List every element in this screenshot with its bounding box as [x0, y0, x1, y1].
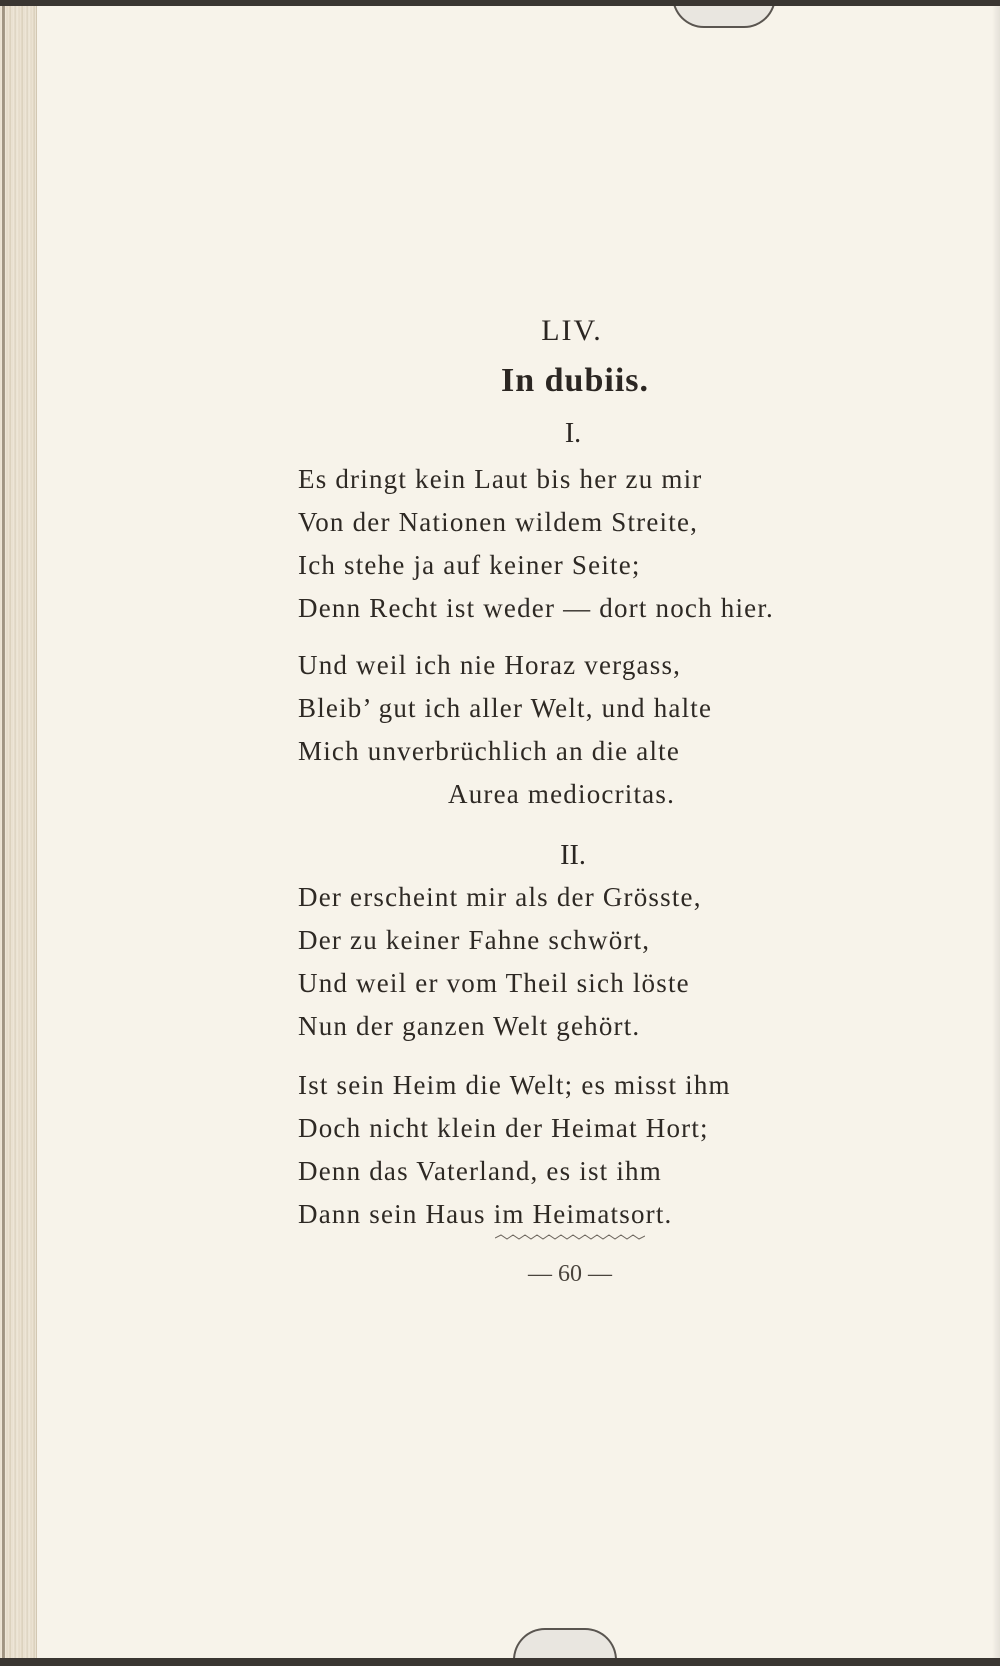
verse-line: Denn Recht ist weder — dort noch hier.	[298, 593, 774, 623]
verse-line: Dann sein Haus im Heimatsort.	[298, 1199, 673, 1229]
verse-line: Ist sein Heim die Welt; es misst ihm	[298, 1070, 731, 1100]
verse-line: Und weil er vom Theil sich löste	[298, 968, 690, 998]
stanza-2	[298, 644, 712, 816]
page-edges	[0, 6, 37, 1658]
page-clip-top	[672, 6, 776, 28]
page-number: — 60 —	[528, 1261, 612, 1287]
verse-line: Bleib’ gut ich aller Welt, und halte	[298, 693, 713, 723]
poem-number: LIV.	[541, 314, 603, 347]
verse-line: Es dringt kein Laut bis her zu mir	[298, 464, 703, 494]
verse-line: Der zu keiner Fahne schwört,	[298, 925, 651, 955]
stanza-1	[298, 458, 774, 630]
verse-line: Ich stehe ja auf keiner Seite;	[298, 550, 641, 580]
verse-line: Denn das Vaterland, es ist ihm	[298, 1156, 662, 1186]
stanza-3	[298, 876, 702, 1048]
verse-line: Doch nicht klein der Heimat Hort;	[298, 1113, 709, 1143]
section-numeral-2: II.	[560, 840, 586, 871]
poem-title: In dubiis.	[501, 362, 649, 399]
page-shadow	[992, 6, 1000, 1658]
verse-line: Mich unverbrüchlich an die alte	[298, 736, 681, 766]
stanza-4	[298, 1064, 731, 1236]
verse-line: Und weil ich nie Horaz vergass,	[298, 650, 682, 680]
section-numeral-1: I.	[564, 418, 582, 449]
page-clip-bottom	[513, 1628, 617, 1658]
verse-line: Von der Nationen wildem Streite,	[298, 507, 699, 537]
ornament-divider	[495, 1232, 645, 1242]
book-page	[0, 6, 1000, 1658]
verse-line: Nun der ganzen Welt gehört.	[298, 1011, 641, 1041]
verse-line: Der erscheint mir als der Grösste,	[298, 882, 702, 912]
verse-line: Aurea mediocritas.	[448, 779, 676, 809]
